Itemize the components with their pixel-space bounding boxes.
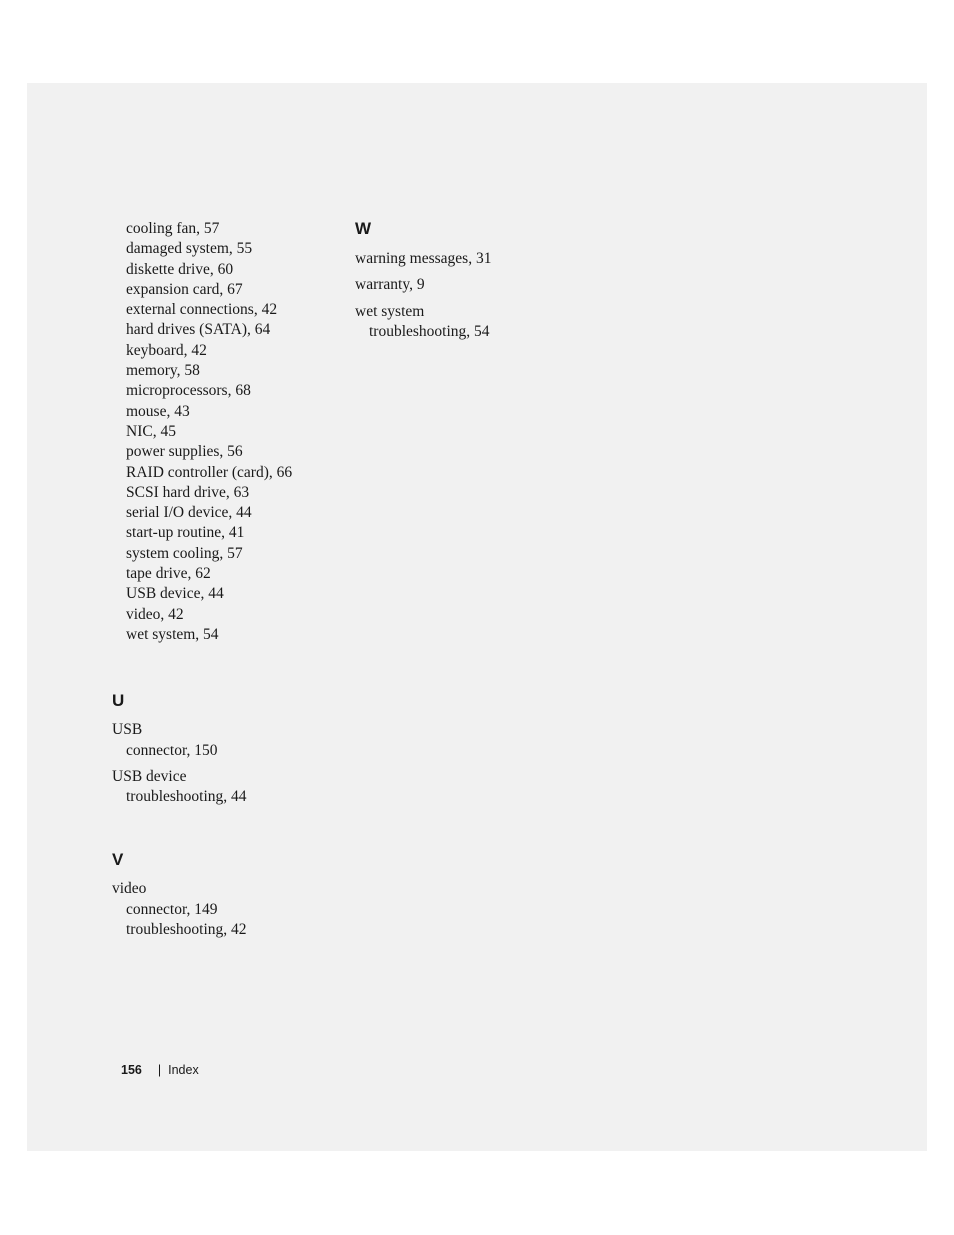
index-subentry: external connections, 42 <box>126 301 278 319</box>
section-letter-w: W <box>355 219 372 238</box>
index-entry: video <box>112 880 147 898</box>
index-subentry: SCSI hard drive, 63 <box>126 483 250 501</box>
index-subentry: cooling fan, 57 <box>126 220 220 237</box>
index-subentry: USB device, 44 <box>126 585 224 603</box>
index-entry: USB device <box>112 767 187 785</box>
index-subentry: troubleshooting, 54 <box>369 322 490 340</box>
index-subentry: serial I/O device, 44 <box>126 504 252 522</box>
index-subentry: system cooling, 57 <box>126 544 243 562</box>
index-subentry: wet system, 54 <box>126 625 219 643</box>
page-number: 156 <box>121 1063 142 1077</box>
section-letter-u: U <box>112 691 125 711</box>
index-column-right <box>355 219 585 342</box>
index-subentry: connector, 149 <box>126 900 218 918</box>
index-column-left <box>112 219 342 940</box>
index-subentry: diskette drive, 60 <box>126 260 234 278</box>
index-subentry: memory, 58 <box>126 362 200 380</box>
index-subentry: troubleshooting, 44 <box>126 788 247 806</box>
index-subentry: expansion card, 67 <box>126 280 243 298</box>
index-subentry: mouse, 43 <box>126 402 190 420</box>
index-entry: USB <box>112 721 143 739</box>
index-subentry: keyboard, 42 <box>126 341 207 359</box>
page-footer <box>121 1062 199 1078</box>
index-subentry: video, 42 <box>126 605 184 623</box>
section-letter-v: V <box>112 850 124 870</box>
index-subentry: tape drive, 62 <box>126 565 211 583</box>
footer-separator: | <box>157 1063 162 1077</box>
index-subentry: microprocessors, 68 <box>126 382 251 400</box>
index-subentry: RAID controller (card), 66 <box>126 463 293 481</box>
index-entry: wet system <box>355 302 425 320</box>
index-entry: warranty, 9 <box>355 276 425 294</box>
index-subentry: connector, 150 <box>126 741 218 759</box>
continued-subentries <box>112 219 342 645</box>
index-subentry: troubleshooting, 42 <box>126 921 247 939</box>
index-subentry: hard drives (SATA), 64 <box>126 321 271 339</box>
index-subentry: power supplies, 56 <box>126 443 243 461</box>
footer-section-title: Index <box>168 1063 199 1077</box>
index-subentry: damaged system, 55 <box>126 240 253 258</box>
index-subentry: NIC, 45 <box>126 422 176 440</box>
index-entry: warning messages, 31 <box>355 250 492 267</box>
index-subentry: start-up routine, 41 <box>126 524 245 542</box>
